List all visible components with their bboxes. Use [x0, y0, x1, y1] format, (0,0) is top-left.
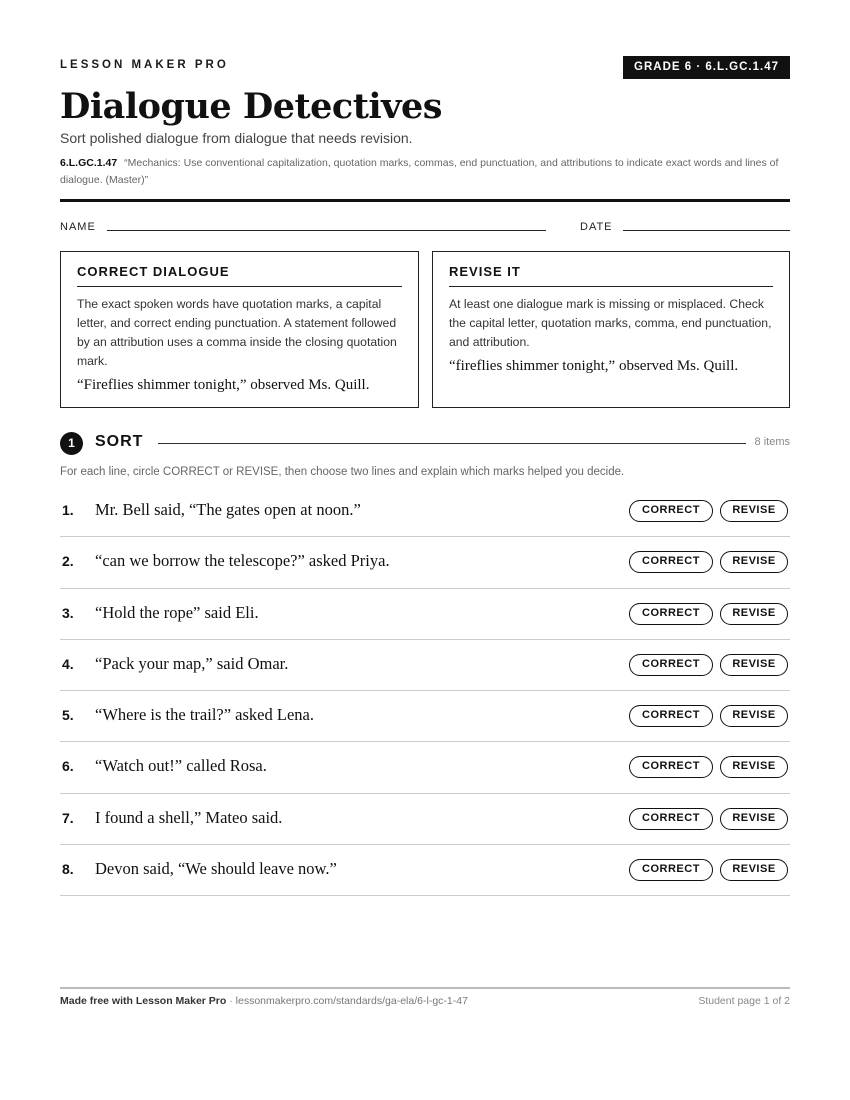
item-sentence: “Hold the rope” said Eli.	[95, 602, 259, 622]
item-sentence: “Watch out!” called Rosa.	[95, 756, 267, 776]
list-item	[60, 845, 790, 896]
revise-button[interactable]: REVISE	[720, 654, 788, 676]
revise-button[interactable]: REVISE	[720, 603, 788, 625]
list-item	[60, 640, 790, 691]
correct-button[interactable]: CORRECT	[629, 756, 713, 778]
correct-button[interactable]: CORRECT	[629, 654, 713, 676]
item-number: 6.	[62, 758, 74, 775]
section-number-badge: 1	[60, 432, 83, 455]
name-date-row	[60, 220, 790, 236]
card-example: “Fireflies shimmer tonight,” observed Ms. Quill.	[77, 377, 370, 393]
correct-button[interactable]: CORRECT	[629, 500, 713, 522]
footer-url[interactable]: · lessonmakerpro.com/standards/ga-ela/6-l-gc-1-47	[226, 995, 468, 1007]
revise-button[interactable]: REVISE	[720, 756, 788, 778]
page-subtitle: Sort polished dialogue from dialogue that needs revision.	[60, 130, 413, 146]
section-divider	[158, 443, 746, 444]
revise-button[interactable]: REVISE	[720, 705, 788, 727]
item-number: 7.	[62, 809, 74, 826]
revise-button[interactable]: REVISE	[720, 808, 788, 830]
item-sentence: “can we borrow the telescope?” asked Priya.	[95, 551, 390, 571]
card-heading: REVISE IT	[449, 264, 773, 287]
list-item	[60, 691, 790, 742]
date-label: DATE	[580, 221, 613, 233]
page-number: Student page 1 of 2	[698, 995, 790, 1007]
correct-button[interactable]: CORRECT	[629, 808, 713, 830]
list-item	[60, 742, 790, 793]
card-example: “fireflies shimmer tonight,” observed Ms. Quill.	[449, 358, 739, 374]
card-description: At least one dialogue mark is missing or misplaced. Check the capital letter, quotation marks, comma, end punctuation, and attribution.	[449, 297, 772, 349]
revise-it-card	[432, 251, 790, 408]
item-number: 4.	[62, 655, 74, 672]
revise-button[interactable]: REVISE	[720, 551, 788, 573]
footer-divider	[60, 987, 790, 989]
footer-credit	[60, 995, 468, 1007]
correct-dialogue-card	[60, 251, 419, 408]
item-number: 5.	[62, 707, 74, 724]
card-description: The exact spoken words have quotation marks, a capital letter, and correct ending punctuation. A statement followed by an attribution uses a comma inside the closing quotation mark.	[77, 297, 397, 368]
item-sentence: Devon said, “We should leave now.”	[95, 859, 337, 879]
item-number: 3.	[62, 604, 74, 621]
item-number: 1.	[62, 502, 74, 518]
standard-code: 6.L.GC.1.47	[60, 157, 118, 169]
item-sentence: “Where is the trail?” asked Lena.	[95, 705, 314, 725]
correct-button[interactable]: CORRECT	[629, 705, 713, 727]
standard-text: “Mechanics: Use conventional capitalization, quotation marks, commas, end punctuation, and attributions to indicate exact words and lines of dialogue. (Master)”	[60, 157, 779, 186]
list-item	[60, 537, 790, 588]
item-number: 8.	[62, 861, 74, 878]
footer-made-with: Made free with Lesson Maker Pro	[60, 995, 227, 1007]
brand-name: LESSON MAKER PRO	[60, 59, 229, 71]
header-divider	[60, 199, 790, 202]
sort-instructions: For each line, circle CORRECT or REVISE, then choose two lines and explain which marks helped you decide.	[60, 466, 625, 478]
page-title: Dialogue Detectives	[60, 86, 442, 127]
item-sentence: I found a shell,” Mateo said.	[95, 807, 283, 827]
list-item	[60, 486, 790, 537]
item-sentence: “Pack your map,” said Omar.	[95, 653, 289, 673]
item-sentence: Mr. Bell said, “The gates open at noon.”	[95, 500, 361, 519]
name-label: NAME	[60, 221, 96, 233]
correct-button[interactable]: CORRECT	[629, 551, 713, 573]
name-field[interactable]	[107, 230, 546, 231]
revise-button[interactable]: REVISE	[720, 500, 788, 522]
correct-button[interactable]: CORRECT	[629, 603, 713, 625]
grade-badge: GRADE 6 · 6.L.GC.1.47	[623, 56, 790, 79]
sort-item-list	[60, 486, 790, 896]
sort-section-header	[60, 431, 790, 455]
section-title: SORT	[95, 433, 144, 450]
revise-button[interactable]: REVISE	[720, 859, 788, 881]
standard-description	[60, 155, 790, 189]
list-item	[60, 589, 790, 640]
date-field[interactable]	[623, 230, 790, 231]
correct-button[interactable]: CORRECT	[629, 859, 713, 881]
top-bar	[60, 56, 790, 80]
card-heading: CORRECT DIALOGUE	[77, 264, 402, 287]
item-count: 8 items	[754, 436, 790, 448]
item-number: 2.	[62, 553, 74, 570]
list-item	[60, 794, 790, 845]
